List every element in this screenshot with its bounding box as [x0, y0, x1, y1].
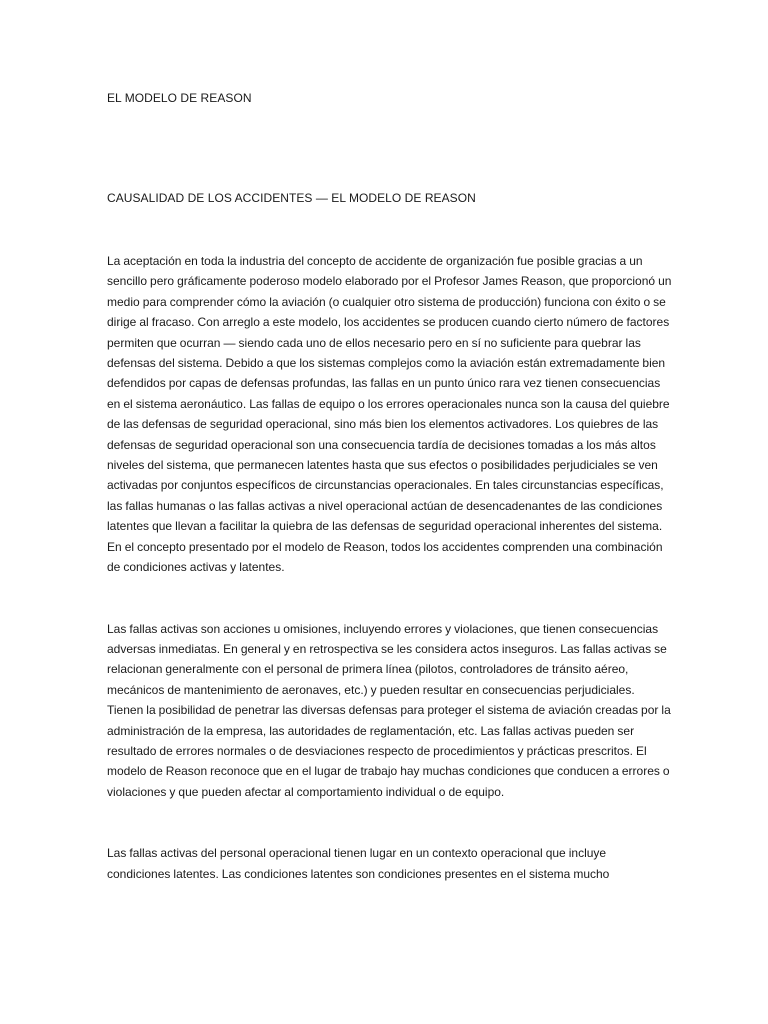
- paragraph-2: Las fallas activas son acciones u omisiones, incluyendo errores y violaciones, que tienen consecuencias adversas inmediatas. En general y en retrospectiva se les considera actos inseguros. Las fallas activas se relacionan generalmente con el personal de primera línea (pilotos, controladores de tránsito aéreo, mecánicos de mantenimiento de aeronaves, etc.) y pueden resultar en consecuencias perjudiciales. Tienen la posibilidad de penetrar las diversas defensas para proteger el sistema de aviación creadas por la administración de la empresa, las autoridades de reglamentación, etc. Las fallas activas pueden ser resultado de errores normales o de desviaciones respecto de procedimientos y prácticas prescritos. El modelo de Reason reconoce que en el lugar de trabajo hay muchas condiciones que conducen a errores o violaciones y que pueden afectar al comportamiento individual o de equipo.: [107, 621, 671, 799]
- document-title: EL MODELO DE REASON: [107, 91, 252, 105]
- paragraph-3: Las fallas activas del personal operacional tienen lugar en un contexto operacional que incluye condiciones latentes. Las condiciones latentes son condiciones presentes en el sistema mucho: [107, 846, 610, 881]
- section-heading: CAUSALIDAD DE LOS ACCIDENTES — EL MODELO DE REASON: [107, 191, 476, 205]
- paragraph-1: La aceptación en toda la industria del concepto de accidente de organización fue posible gracias a un sencillo pero gráficamente poderoso modelo elaborado por el Profesor James Reason, que proporcionó un medio para comprender cómo la aviación (o cualquier otro sistema de producción) funciona con éxito o se dirige al fracaso. Con arreglo a este modelo, los accidentes se producen cuando cierto número de factores permiten que ocurran — siendo cada uno de ellos necesario pero en sí no suficiente para quebrar las defensas del sistema. Debido a que los sistemas complejos como la aviación están extremadamente bien defendidos por capas de defensas profundas, las fallas en un punto único rara vez tienen consecuencias en el sistema aeronáutico. Las fallas de equipo o los errores operacionales nunca son la causa del quiebre de las defensas de seguridad operacional, sino más bien los elementos activadores. Los quiebres de las defensas de seguridad operacional son una consecuencia tardía de decisiones tomadas a los más altos niveles del sistema, que permanecen latentes hasta que sus efectos o posibilidades perjudiciales se ven activadas por conjuntos específicos de circunstancias operacionales. En tales circunstancias específicas, las fallas humanas o las fallas activas a nivel operacional actúan de desencadenantes de las condiciones latentes que llevan a facilitar la quiebra de las defensas de seguridad operacional inherentes del sistema. En el concepto presentado por el modelo de Reason, todos los accidentes comprenden una combinación de condiciones activas y latentes.: [107, 254, 672, 575]
- document-content: [107, 88, 672, 884]
